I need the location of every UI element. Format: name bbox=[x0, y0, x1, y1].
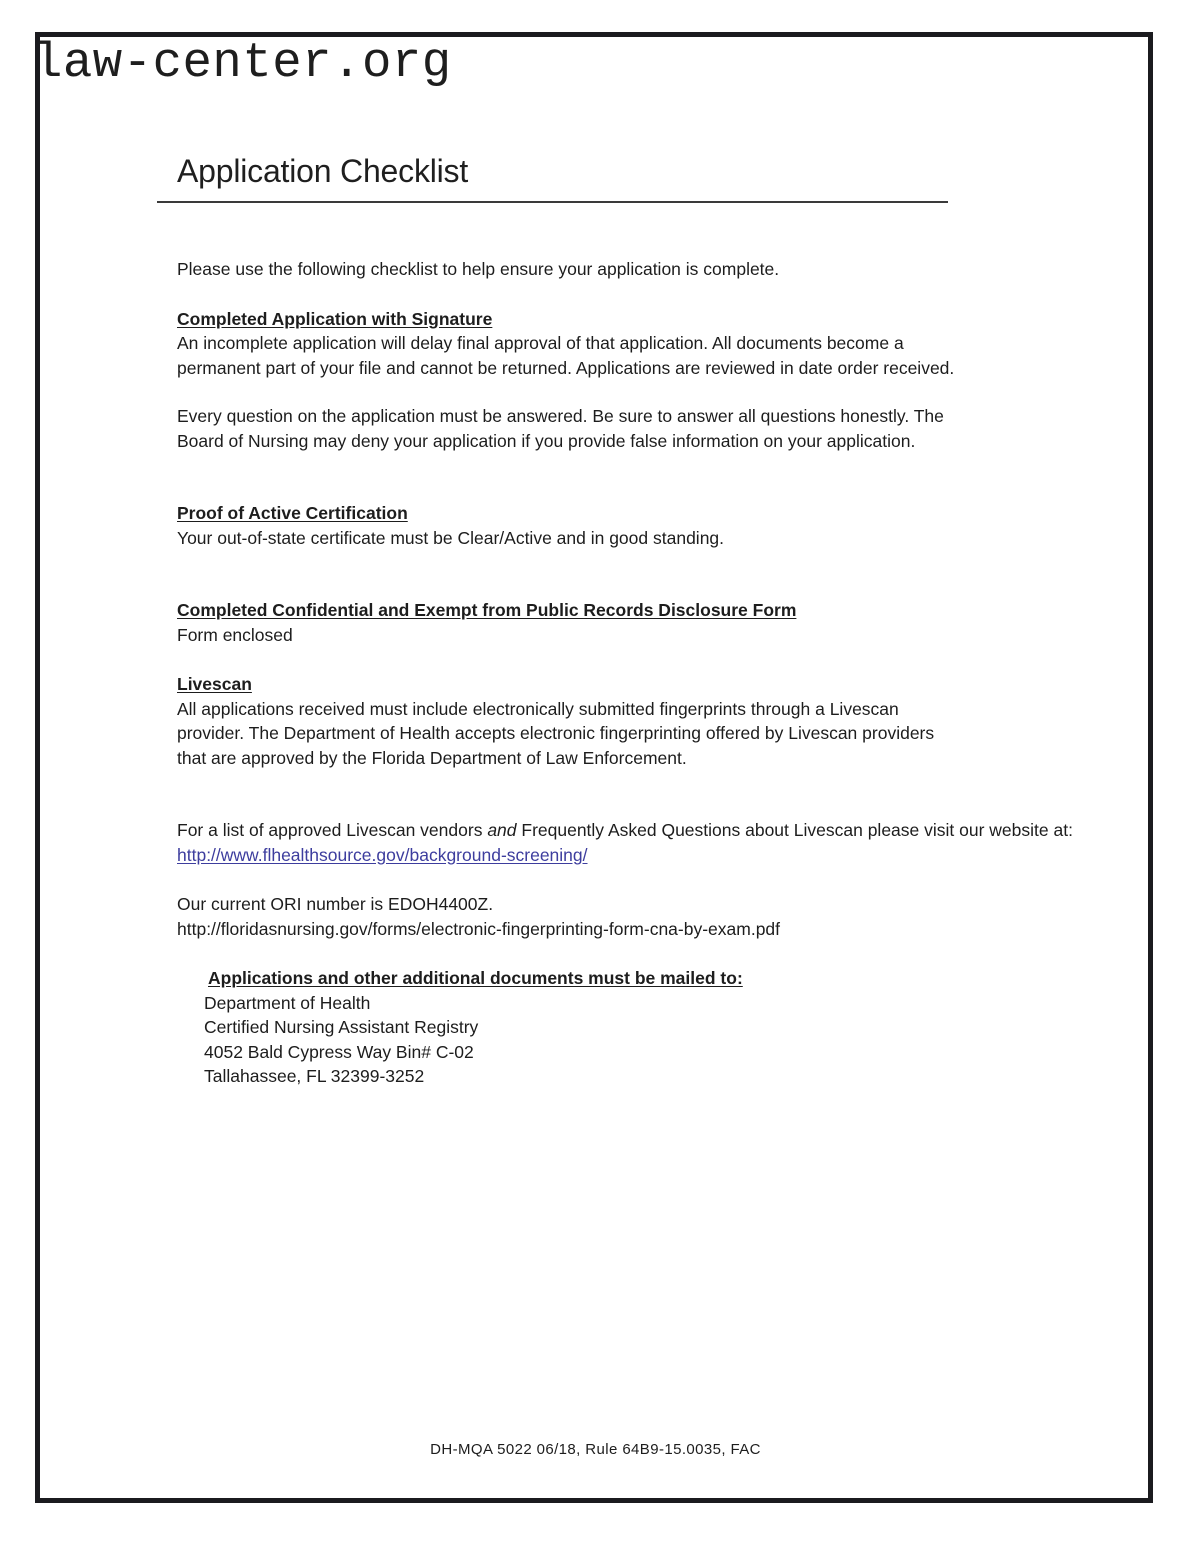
section-1-paragraph-2: Every question on the application must be answered. Be sure to answer all questions honestly. The Board of Nursing may deny your application if you provide false information on your application. bbox=[177, 406, 944, 451]
section-heading-text: Proof of Active Certification bbox=[177, 503, 408, 523]
section-heading-proof-of-active-certification bbox=[177, 501, 967, 526]
spacer bbox=[177, 282, 967, 307]
document-content bbox=[157, 150, 1117, 1089]
section-heading-text: Completed Confidential and Exempt from Public Records Disclosure Form bbox=[177, 600, 797, 620]
spacer bbox=[177, 867, 1122, 892]
spacer bbox=[177, 453, 967, 501]
address-line: Tallahassee, FL 32399-3252 bbox=[204, 1066, 425, 1086]
mailing-heading-text: Applications and other additional documents must be mailed to: bbox=[208, 968, 743, 988]
spacer bbox=[177, 550, 967, 598]
lead-italic-and: and bbox=[487, 820, 517, 840]
livescan-vendors-lead bbox=[177, 818, 1122, 843]
spacer bbox=[177, 380, 967, 404]
flhealthsource-link-row bbox=[177, 843, 1122, 868]
spacer bbox=[157, 203, 1117, 257]
watermark-law-center-org: law-center.org bbox=[33, 35, 452, 91]
section-1-paragraph-1: An incomplete application will delay final approval of that application. All documents become a permanent part of your file and cannot be returned. Applications are reviewed in date order received. bbox=[177, 333, 955, 378]
section-heading-livescan bbox=[177, 672, 967, 697]
address-line: Department of Health bbox=[204, 992, 371, 1013]
address-line: Certified Nursing Assistant Registry bbox=[204, 1017, 479, 1037]
section-heading-text: Livescan bbox=[177, 674, 252, 694]
livescan-links-block bbox=[177, 818, 1122, 1089]
lead-text-before: For a list of approved Livescan vendors bbox=[177, 820, 488, 840]
section-heading-text: Completed Application with Signature bbox=[177, 308, 493, 329]
ori-number-line: Our current ORI number is EDOH4400Z. bbox=[177, 894, 494, 914]
section-3-paragraph-1: Form enclosed bbox=[177, 624, 293, 645]
section-2-paragraph-1: Your out-of-state certificate must be Clear/Active and in good standing. bbox=[177, 527, 725, 548]
section-heading-confidential-exempt-form bbox=[177, 598, 967, 623]
spacer bbox=[177, 941, 1122, 966]
flhealthsource-link[interactable]: http://www.flhealthsource.gov/background-screening/ bbox=[177, 844, 588, 865]
spacer bbox=[177, 647, 967, 672]
intro-paragraph: Please use the following checklist to help ensure your application is complete. bbox=[177, 259, 780, 279]
spacer bbox=[177, 770, 967, 818]
mailing-heading bbox=[204, 966, 1122, 991]
fingerprinting-form-url: http://floridasnursing.gov/forms/electronic-fingerprinting-form-cna-by-exam.pdf bbox=[177, 918, 781, 939]
address-line: 4052 Bald Cypress Way Bin# C-02 bbox=[204, 1041, 474, 1062]
section-4-paragraph-1: All applications received must include electronically submitted fingerprints through a Livescan provider. The Department of Health accepts electronic fingerprinting offered by Livescan providers that are approved by the Florida Department of Law Enforcement. bbox=[177, 698, 935, 768]
lead-text-after: Frequently Asked Questions about Livescan please visit our website at: bbox=[516, 820, 1073, 840]
mailing-address-block bbox=[204, 966, 1122, 1089]
section-heading-completed-application bbox=[177, 307, 967, 332]
body-column bbox=[177, 257, 967, 818]
page-title: Application Checklist bbox=[177, 153, 469, 189]
document-footer: DH-MQA 5022 06/18, Rule 64B9-15.0035, FAC bbox=[430, 1441, 761, 1458]
